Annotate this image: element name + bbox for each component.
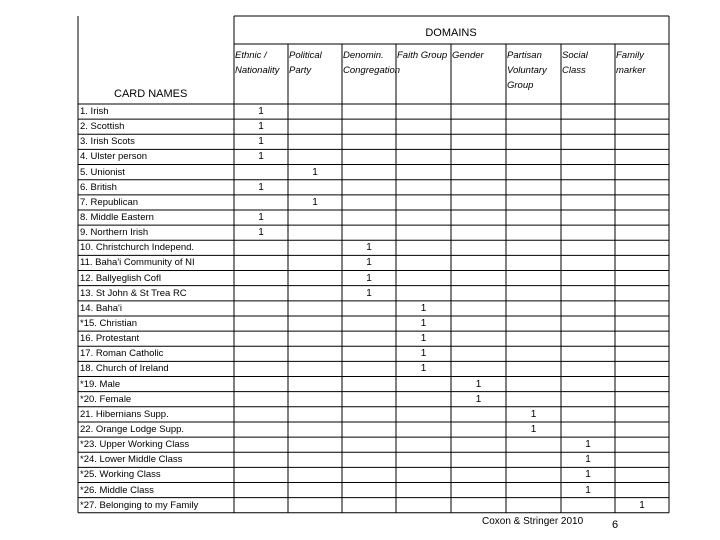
card-name: *20. Female (80, 393, 132, 405)
card-domain-value: 1 (258, 211, 264, 223)
card-name: 13. St John & St Trea RC (80, 287, 187, 299)
card-domain-value: 1 (258, 227, 264, 239)
card-name: *27. Belonging to my Family (80, 499, 199, 511)
domain-header: Denomin. Congregation (343, 50, 401, 76)
card-name: 8. Middle Eastern (80, 211, 154, 223)
card-domain-value: 1 (530, 408, 537, 420)
card-name: 12. Ballyeglish CofI (80, 272, 162, 284)
card-name: *19. Male (80, 378, 121, 390)
card-domain-value: 1 (475, 378, 482, 390)
card-name: 2. Scottish (80, 121, 125, 133)
card-domain-value: 1 (420, 348, 427, 360)
card-domain-value: 1 (639, 499, 645, 511)
card-domain-value: 1 (258, 106, 264, 117)
domain-header: Family marker (616, 50, 646, 76)
card-name: 17. Roman Catholic (80, 348, 164, 360)
card-domain-value: 1 (312, 166, 318, 178)
card-name: *25. Working Class (80, 469, 161, 481)
card-name: 10. Christchurch Independ. (80, 242, 195, 254)
domain-header: Faith Group (397, 50, 448, 61)
card-name: 6. British (80, 181, 117, 193)
domain-header: Partisan Voluntary Group (507, 50, 547, 91)
card-name: 11. Baha'i Community of NI (80, 257, 195, 269)
domains-title: DOMAINS (425, 27, 477, 39)
card-domain-value: 1 (258, 121, 264, 133)
card-name: *23. Upper Working Class (80, 439, 190, 451)
card-domain-value: 1 (420, 363, 427, 375)
domain-header: Political Party (289, 50, 322, 76)
card-domain-value: 1 (420, 317, 427, 329)
card-name: 9. Northern Irish (80, 227, 149, 239)
card-name: 4. Ulster person (80, 151, 148, 163)
card-domain-value: 1 (585, 454, 591, 466)
card-domain-value: 1 (258, 151, 264, 163)
page-number: 6 (612, 519, 619, 531)
card-domain-value: 1 (585, 439, 591, 451)
card-name: 5. Unionist (80, 166, 125, 178)
card-name: 22. Orange Lodge Supp. (80, 423, 185, 435)
card-name: *24. Lower Middle Class (80, 454, 183, 466)
domain-header: Social Class (562, 50, 588, 76)
card-domain-value: 1 (312, 196, 318, 208)
card-domain-value: 1 (475, 393, 482, 405)
domain-header: Ethnic / Nationality (235, 50, 280, 76)
card-name: 3. Irish Scots (80, 136, 135, 148)
card-domain-value: 1 (530, 423, 537, 435)
card-domain-value: 1 (258, 136, 264, 148)
card-name: 1. Irish (80, 106, 109, 117)
card-domain-value: 1 (258, 181, 264, 193)
card-domain-value: 1 (366, 287, 372, 299)
card-name: 14. Baha'i (80, 302, 122, 314)
card-name: 21. Hibernians Supp. (80, 408, 169, 420)
domain-header: Gender (452, 50, 484, 61)
card-domain-value: 1 (420, 302, 427, 314)
card-domain-value: 1 (366, 272, 372, 284)
card-name: *15. Christian (80, 317, 138, 329)
card-domain-value: 1 (420, 333, 427, 345)
card-name: 18. Church of Ireland (80, 363, 169, 375)
card-domain-value: 1 (585, 484, 591, 496)
card-domain-value: 1 (366, 242, 372, 254)
card-name: 7. Republican (80, 196, 139, 208)
credit-text: Coxon & Stringer 2010 (482, 516, 584, 527)
card-name: 16. Protestant (80, 333, 140, 345)
card-names-title: CARD NAMES (114, 88, 188, 100)
card-name: *26. Middle Class (80, 484, 154, 496)
card-domain-value: 1 (366, 257, 372, 269)
card-domain-value: 1 (585, 469, 591, 481)
